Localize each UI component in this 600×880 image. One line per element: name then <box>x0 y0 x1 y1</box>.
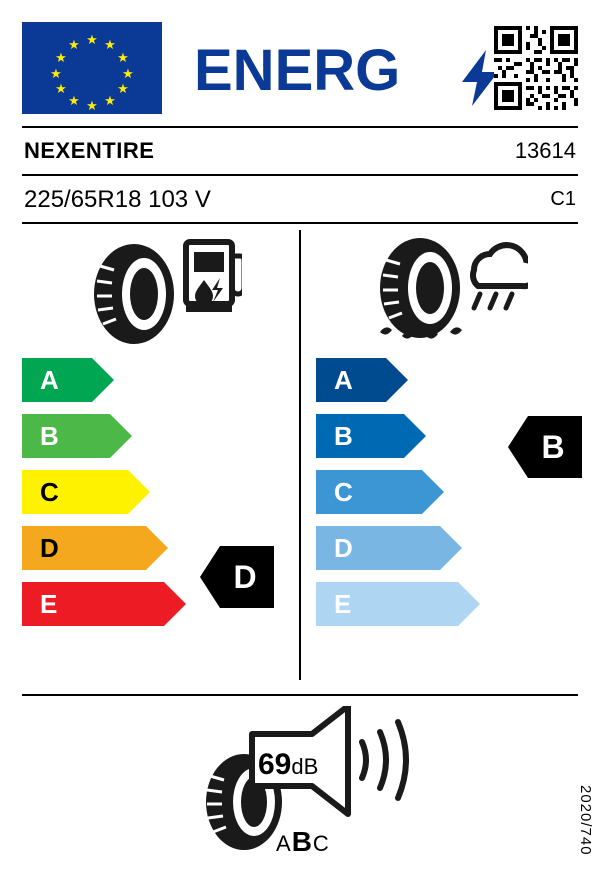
fuel-grade-letter-a: A <box>40 365 59 395</box>
wet-grade-row <box>316 414 480 458</box>
fuel-grade-row <box>22 526 186 570</box>
wet-grade-letter-d: D <box>334 533 353 563</box>
fuel-grade-letter-b: B <box>40 421 59 451</box>
noise-value <box>258 748 318 782</box>
fuel-rating-badge <box>200 546 274 608</box>
fuel-efficiency-scale <box>22 358 186 638</box>
tyre-splash-icon <box>380 238 462 339</box>
divider-brand <box>22 174 578 176</box>
rain-cloud-icon <box>473 245 528 308</box>
wet-grip-scale <box>316 358 480 638</box>
tyre-icon <box>94 244 174 344</box>
tyre-class: C1 <box>550 188 576 210</box>
wet-grade-letter-b: B <box>334 421 353 451</box>
fuel-grade-arrow-b <box>22 414 132 458</box>
fuel-rating-letter: D <box>233 559 257 595</box>
divider-vertical <box>299 230 301 680</box>
fuel-efficiency-pictogram <box>82 236 242 346</box>
noise-db-number: 69 <box>258 748 292 781</box>
wet-grade-arrow-b <box>316 414 426 458</box>
fuel-grade-row <box>22 470 186 514</box>
fuel-grade-arrow-a <box>22 358 114 402</box>
label-header <box>22 22 578 114</box>
fuel-grade-row <box>22 582 186 626</box>
wet-rating-badge <box>508 416 582 478</box>
fuel-grade-row <box>22 414 186 458</box>
regulation-code: 2020/740 <box>577 785 594 856</box>
fuel-pump-icon <box>186 242 242 312</box>
wet-grade-row <box>316 358 480 402</box>
page-title: ENERG <box>194 38 401 103</box>
wet-grade-letter-a: A <box>334 365 353 395</box>
divider-noise <box>22 694 578 696</box>
wet-grade-row <box>316 470 480 514</box>
wet-rating-letter: B <box>541 429 565 465</box>
wet-grade-row <box>316 526 480 570</box>
divider-size <box>22 222 578 224</box>
noise-db-unit: dB <box>291 754 319 779</box>
noise-class-a: A <box>276 831 292 856</box>
wet-grade-arrow-a <box>316 358 408 402</box>
wet-grade-row <box>316 582 480 626</box>
fuel-grade-letter-c: C <box>40 477 59 507</box>
noise-class-c: C <box>312 831 330 856</box>
eu-flag-icon: ★ ★ ★ ★ ★ ★ ★ ★ ★ ★ ★ ★ <box>22 22 162 114</box>
wet-grip-pictogram <box>368 236 528 346</box>
fuel-grade-letter-e: E <box>40 589 58 619</box>
divider-top <box>22 126 578 128</box>
tyre-size: 225/65R18 103 V <box>24 186 211 213</box>
brand-name: NEXENTIRE <box>24 138 155 163</box>
qr-code-icon <box>494 26 578 110</box>
fuel-grade-letter-d: D <box>40 533 59 563</box>
noise-class-scale <box>276 826 330 858</box>
fuel-grade-row <box>22 358 186 402</box>
wet-grade-letter-e: E <box>334 589 352 619</box>
wet-grade-letter-c: C <box>334 477 353 507</box>
model-code: 13614 <box>514 138 576 163</box>
noise-class-b: B <box>291 826 313 857</box>
